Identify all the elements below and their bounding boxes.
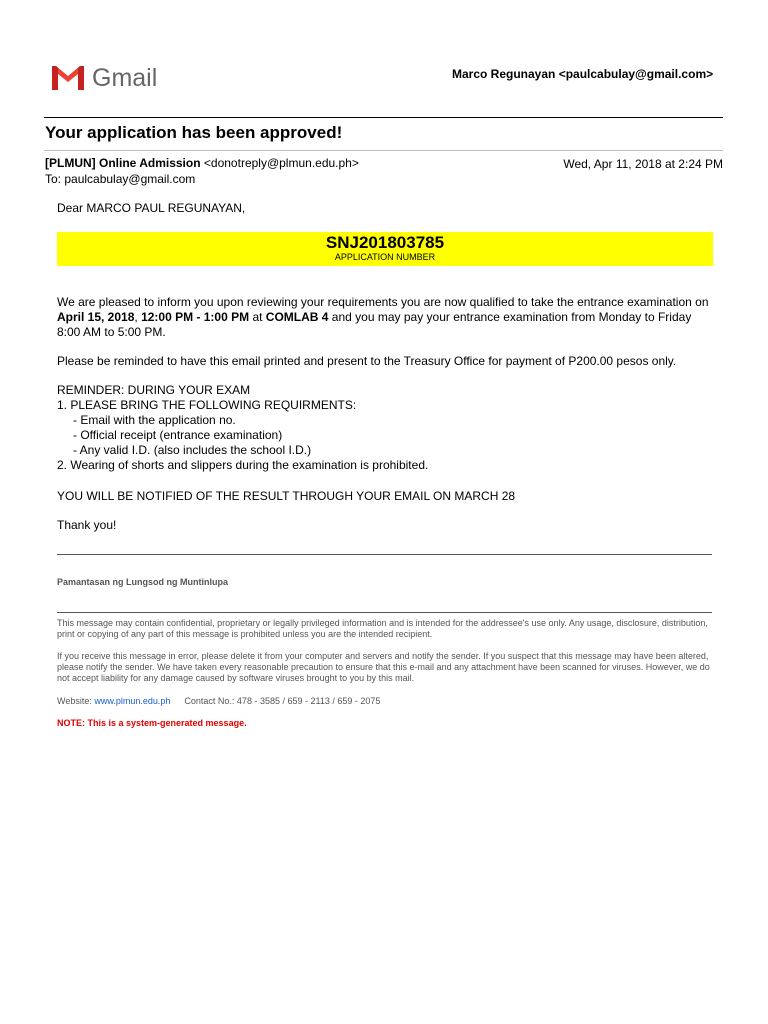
contact-info [57,696,380,706]
email-subject: Your application has been approved! [45,123,343,142]
requirement-item: - Official receipt (entrance examination) [73,428,283,442]
subject-divider [44,150,723,151]
reminders [57,383,717,473]
payment-paragraph: Please be reminded to have this email printed and present to the Treasury Office for payment of P200.00 pesos only. [57,354,677,368]
disclaimer-confidentiality: This message may contain confidential, proprietary or legally privileged information and is intended for the addressee's use only. Any usage, disclosure, distribution, print or copying of any part of this message is prohibited unless you are the intended recipient. [57,618,708,639]
requirement-item: - Email with the application no. [73,413,236,427]
notification-text: YOU WILL BE NOTIFIED OF THE RESULT THROUGH YOUR EMAIL ON MARCH 28 [57,489,516,503]
header-divider [44,117,723,118]
recipient: To: paulcabulay@gmail.com [45,172,196,186]
disclaimer-virus: If you receive this message in error, please delete it from your computer and servers and notify the sender. If you suspect that this message may have been altered, please notify the sender. We have taken every reasonable precaution to ensure that this e-mail and any attachment have been scanned for viruses. However, we do not accept liability for any damage caused by software viruses brought to you by this mail. [57,651,710,683]
website-label: Website: [57,696,95,706]
account-email: Marco Regunayan <paulcabulay@gmail.com> [452,67,714,81]
closing-text: Thank you! [57,518,117,532]
svg-text:Gmail: Gmail [92,64,158,92]
sender-name: [PLMUN] Online Admission [45,156,201,170]
sender-address: <donotreply@plmun.edu.ph> [203,156,359,170]
exam-time: 12:00 PM - 1:00 PM [141,310,250,324]
website-link[interactable]: www.plmun.edu.ph [94,696,171,706]
system-note: NOTE: This is a system-generated message. [57,718,247,728]
signature-divider [57,554,712,555]
exam-venue: COMLAB 4 [265,310,329,324]
gmail-logo [50,60,170,94]
qualification-paragraph: We are pleased to inform you upon reviewing your requirements you are now qualified to take the entrance examination on April 15, 2018, 12:00 PM - 1:00 PM at COMLAB 4 and you may pay your entrance examination from Monday to Friday 8:00 AM to 5:00 PM. [57,295,709,339]
reminder-item: 2. Wearing of shorts and slippers during the examination is prohibited. [57,458,429,472]
organization-name: Pamantasan ng Lungsod ng Muntinlupa [57,577,228,587]
application-number: SNJ201803785 [325,233,445,252]
application-number-label: APPLICATION NUMBER [334,252,436,262]
greeting: Dear MARCO PAUL REGUNAYAN, [57,201,246,215]
contact-number: Contact No.: 478 - 3585 / 659 - 2113 / 659 - 2075 [184,696,381,706]
reminder-title: REMINDER: DURING YOUR EXAM [57,383,251,397]
disclaimer-divider [57,612,712,613]
requirement-item: - Any valid I.D. (also includes the school I.D.) [73,443,312,457]
reminder-item: 1. PLEASE BRING THE FOLLOWING REQUIRMENTS: [57,398,357,412]
email-date: Wed, Apr 11, 2018 at 2:24 PM [563,157,723,171]
sender [45,156,359,170]
exam-date: April 15, 2018 [57,310,135,324]
gmail-envelope-icon [50,60,170,94]
application-number-banner [57,232,713,266]
